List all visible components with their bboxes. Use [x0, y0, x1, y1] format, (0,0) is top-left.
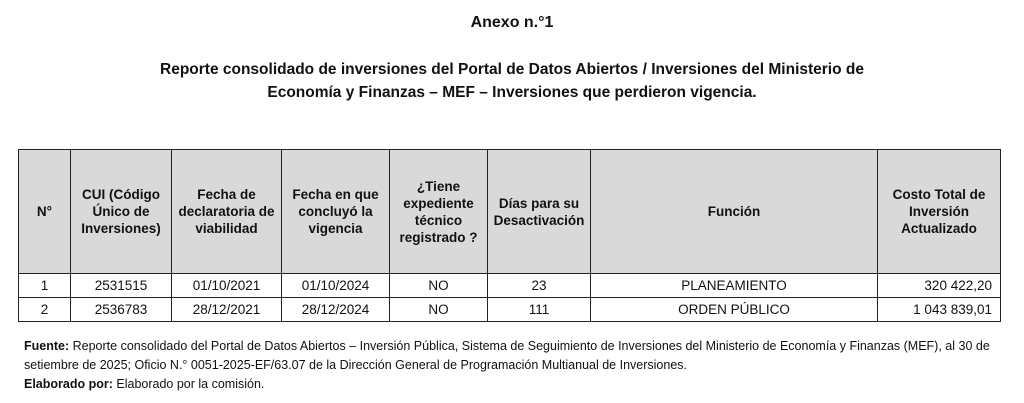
cell-expiry-date: 01/10/2024 — [282, 274, 390, 298]
title-line-2: Economía y Finanzas – MEF – Inversiones que perdieron vigencia. — [267, 84, 757, 101]
source-note — [24, 337, 1004, 375]
cell-cui: 2531515 — [71, 274, 172, 298]
cell-total-cost: 320 422,20 — [878, 274, 1001, 298]
cell-number: 2 — [19, 298, 71, 322]
annex-heading: Anexo n.°1 — [470, 14, 554, 31]
cell-cui: 2536783 — [71, 298, 172, 322]
header-cui: CUI (Código Único de Inversiones) — [71, 150, 172, 274]
header-total-cost: Costo Total de Inversión Actualizado — [878, 150, 1001, 274]
cell-viability-date: 01/10/2021 — [172, 274, 282, 298]
cell-technical-file: NO — [390, 298, 488, 322]
header-days-deactivation: Días para su Desactivación — [488, 150, 591, 274]
cell-days-deactivation: 111 — [488, 298, 591, 322]
header-number: N° — [19, 150, 71, 274]
cell-days-deactivation: 23 — [488, 274, 591, 298]
document-title — [120, 58, 904, 104]
cell-function: ORDEN PÚBLICO — [591, 298, 878, 322]
cell-technical-file: NO — [390, 274, 488, 298]
cell-expiry-date: 28/12/2024 — [282, 298, 390, 322]
table-notes — [24, 337, 1004, 394]
source-text: Reporte consolidado del Portal de Datos Abiertos – Inversión Pública, Sistema de Seguimiento de Inversiones del Ministerio de Economía y Finanzas (MEF), al 30 de setiembre de 2025; Oficio N.° 0051-2025-EF/63.07 de la Dirección General de Programación Multianual de Inversiones. — [24, 339, 990, 372]
header-expiry-date: Fecha en que concluyó la vigencia — [282, 150, 390, 274]
source-label: Fuente: — [24, 339, 70, 353]
prepared-by-note — [24, 375, 1004, 394]
table-row — [19, 274, 1001, 298]
cell-number: 1 — [19, 274, 71, 298]
cell-total-cost: 1 043 839,01 — [878, 298, 1001, 322]
cell-function: PLANEAMIENTO — [591, 274, 878, 298]
table-row — [19, 298, 1001, 322]
header-function: Función — [591, 150, 878, 274]
prepared-text: Elaborado por la comisión. — [116, 377, 265, 391]
table-header-row — [19, 150, 1001, 274]
cell-viability-date: 28/12/2021 — [172, 298, 282, 322]
prepared-label: Elaborado por: — [24, 377, 113, 391]
investments-table — [18, 149, 1001, 322]
title-line-1: Reporte consolidado de inversiones del Portal de Datos Abiertos / Inversiones del Ministerio de — [160, 61, 864, 78]
header-technical-file: ¿Tiene expediente técnico registrado ? — [390, 150, 488, 274]
header-viability-date: Fecha de declaratoria de viabilidad — [172, 150, 282, 274]
